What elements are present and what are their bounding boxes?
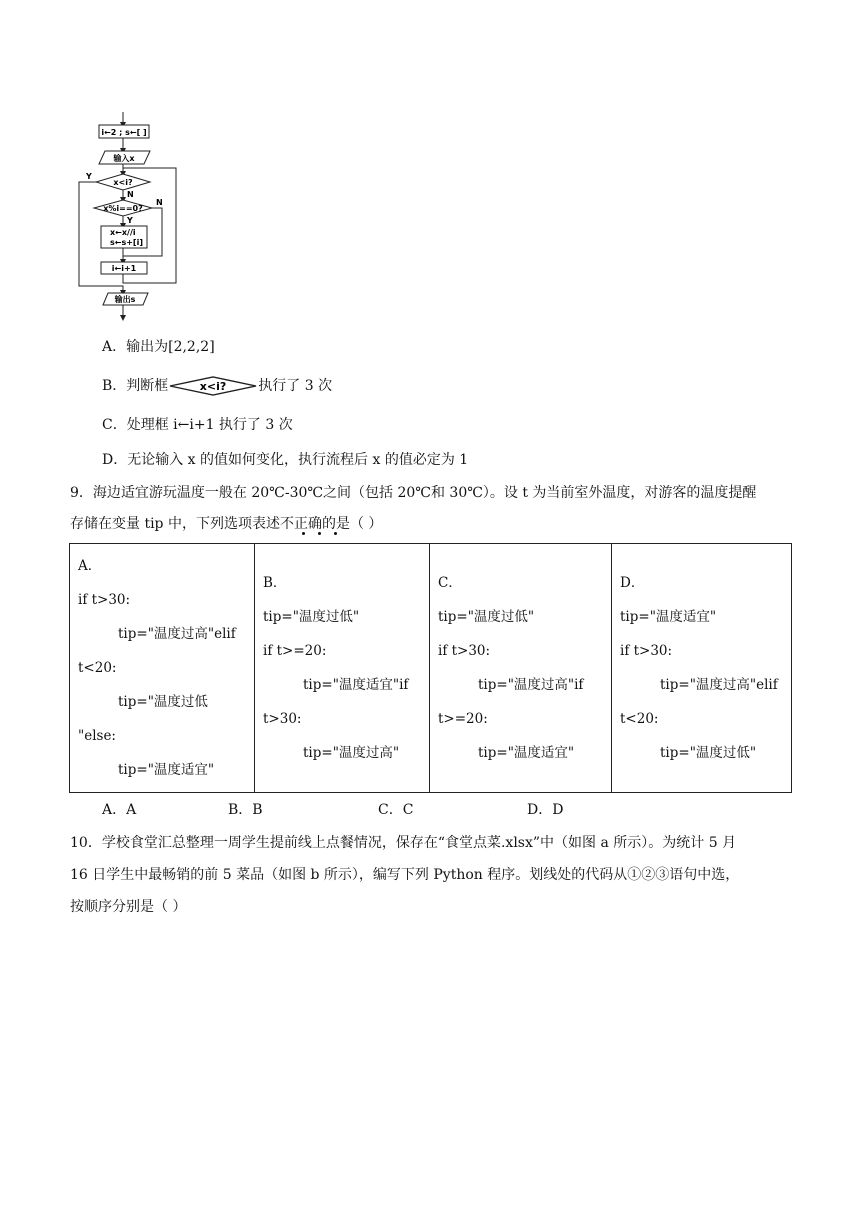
- flow-inc-text: i←i+1: [111, 264, 137, 273]
- q9-stem-line1: 9．海边适宜游玩温度一般在 20℃-30℃之间（包括 20℃和 30℃）。设 t 为当前室外温度，对游客的温度提醒: [70, 485, 757, 501]
- q9-option-cell-d: [612, 544, 792, 793]
- flow-yes2-label: Y: [127, 216, 133, 225]
- q9-answer-c: C．C: [378, 802, 414, 818]
- flow-proc1-text: x←x//i: [110, 228, 136, 237]
- q8-option-c: C．处理框 i←i+1 执行了 3 次: [102, 417, 293, 433]
- q10-stem-line2: 16 日学生中最畅销的前 5 菜品（如图 b 所示），编写下列 Python 程序。划线处的代码从①②③语句中选，: [70, 867, 740, 883]
- code-line: if t>30:: [620, 643, 673, 659]
- flow-yes-label: Y: [86, 172, 92, 181]
- code-line: B．: [263, 575, 287, 591]
- code-line: tip="温度过高"if: [478, 677, 584, 693]
- flow-cond1-text: x<i?: [113, 178, 133, 187]
- q9-options-table: [69, 543, 792, 793]
- flow-no2-label: N: [156, 198, 163, 207]
- code-line: t>30:: [263, 711, 302, 727]
- q9-option-cell-b: [255, 544, 430, 793]
- code-line: t<20:: [620, 711, 659, 727]
- emphasis-dot: [334, 532, 337, 535]
- flow-cond2-text: x%i==0?: [103, 204, 143, 213]
- code-line: tip="温度过高"elif: [660, 677, 778, 693]
- code-line: D．: [620, 575, 645, 591]
- q8-option-b: [102, 375, 332, 397]
- q8-option-b-suffix: 执行了 3 次: [258, 378, 333, 394]
- code-line: t>=20:: [438, 711, 488, 727]
- code-line: tip="温度过低: [118, 694, 208, 710]
- flow-proc2-text: s←s+[i]: [110, 238, 143, 247]
- q9-answer-a: A．A: [102, 802, 137, 818]
- emphasis-dot: [302, 532, 305, 535]
- flowchart: [70, 108, 190, 323]
- flow-output-text: 输出s: [114, 295, 136, 304]
- q10-stem-line3: 按顺序分别是（ ）: [70, 899, 187, 915]
- code-line: t<20:: [78, 660, 117, 676]
- q9-option-cell-c: [430, 544, 612, 793]
- code-line: tip="温度过低": [263, 609, 360, 625]
- code-line: tip="温度过低": [660, 745, 757, 761]
- code-line: tip="温度过低": [438, 609, 535, 625]
- q9-option-cell-a: [70, 544, 255, 793]
- code-line: tip="温度适宜"if: [303, 677, 409, 693]
- code-line: "else:: [78, 728, 116, 744]
- code-line: A．: [78, 558, 102, 574]
- code-line: tip="温度适宜": [620, 609, 717, 625]
- code-line: if t>30:: [78, 592, 131, 608]
- code-line: tip="温度适宜": [478, 745, 575, 761]
- emphasis-dot: [318, 532, 321, 535]
- flow-no-label: N: [127, 190, 134, 199]
- code-line: if t>=20:: [263, 643, 327, 659]
- flow-input-text: 输入x: [113, 154, 135, 163]
- q10-stem-line1: 10．学校食堂汇总整理一周学生提前线上点餐情况，保存在“食堂点菜.xlsx”中（如图 a 所示）。为统计 5 月: [70, 835, 737, 851]
- code-line: tip="温度适宜": [118, 762, 215, 778]
- code-line: tip="温度过高": [303, 745, 400, 761]
- code-line: if t>30:: [438, 643, 491, 659]
- code-line: tip="温度过高"elif: [118, 626, 236, 642]
- q9-answer-b: B．B: [228, 802, 263, 818]
- q9-answer-d: D．D: [527, 802, 564, 818]
- q8-option-a: A．输出为[2,2,2]: [102, 339, 215, 355]
- q8-diamond-text: x<i?: [200, 380, 227, 393]
- diamond-decision-icon: [168, 375, 258, 397]
- q9-stem-line2: 存储在变量 tip 中，下列选项表述不正确的是（ ）: [70, 516, 383, 532]
- q8-option-d: D．无论输入 x 的值如何变化，执行流程后 x 的值必定为 1: [102, 452, 469, 468]
- code-line: C．: [438, 575, 462, 591]
- q8-option-b-prefix: B．判断框: [102, 378, 169, 394]
- flow-init-text: i←2 ; s←[ ]: [101, 128, 147, 137]
